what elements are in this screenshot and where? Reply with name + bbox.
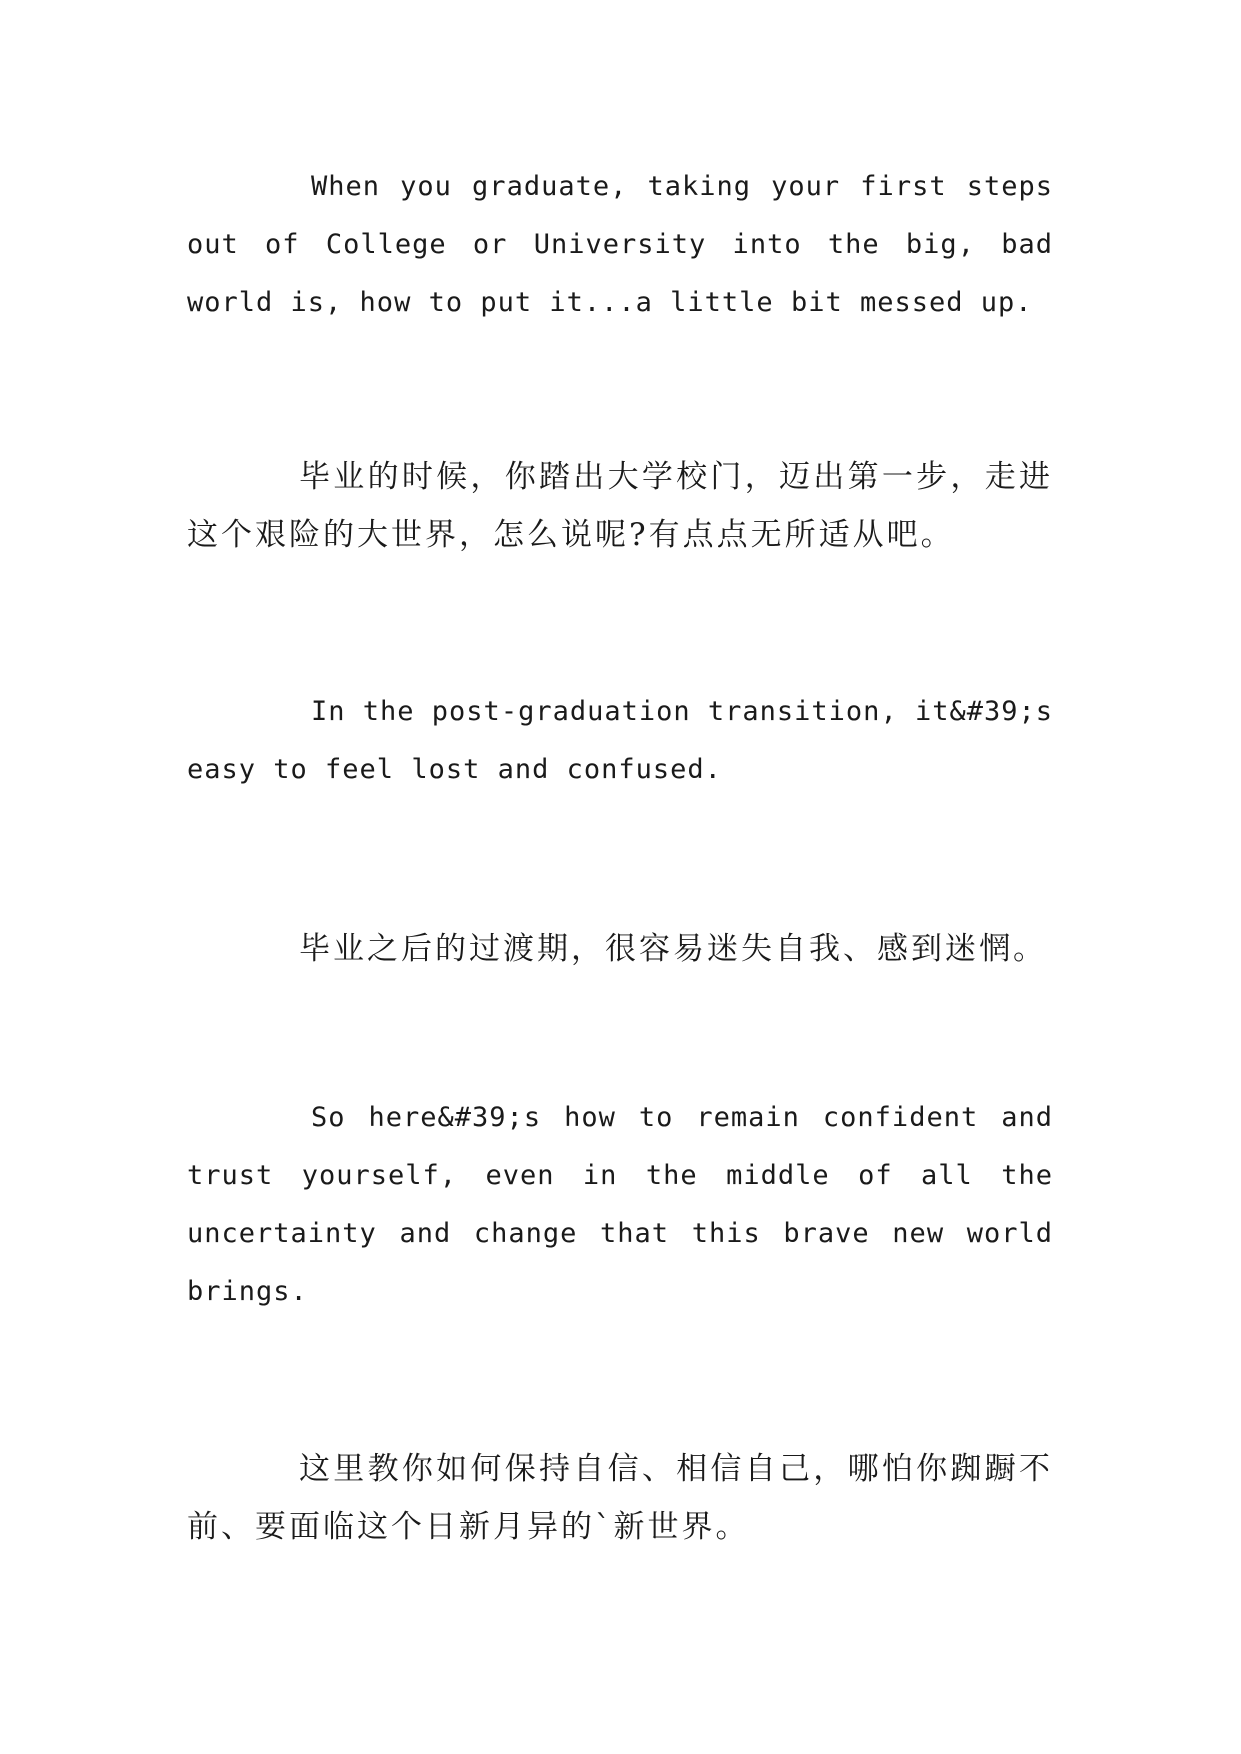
paragraph-english-2: In the post-graduation transition, it&#39;s easy to feel lost and confused. bbox=[187, 696, 1053, 785]
paragraph-chinese-1: 毕业的时候，你踏出大学校门，迈出第一步，走进这个艰险的大世界，怎么说呢?有点点无所适从吧。 bbox=[187, 459, 1053, 553]
paragraph-chinese-2: 毕业之后的过渡期，很容易迷失自我、感到迷惘。 bbox=[299, 931, 1047, 967]
paragraph-english-1: When you graduate, taking your first steps out of College or University into the big, bad world is, how to put it...a little bit messed up. bbox=[187, 171, 1053, 318]
paragraph-english-3: So here&#39;s how to remain confident and trust yourself, even in the middle of all the uncertainty and change that this brave new world brings. bbox=[187, 1102, 1053, 1307]
paragraph-chinese-3: 这里教你如何保持自信、相信自己，哪怕你踟蹰不前、要面临这个日新月异的`新世界。 bbox=[187, 1451, 1053, 1545]
document-page bbox=[187, 0, 1053, 1754]
